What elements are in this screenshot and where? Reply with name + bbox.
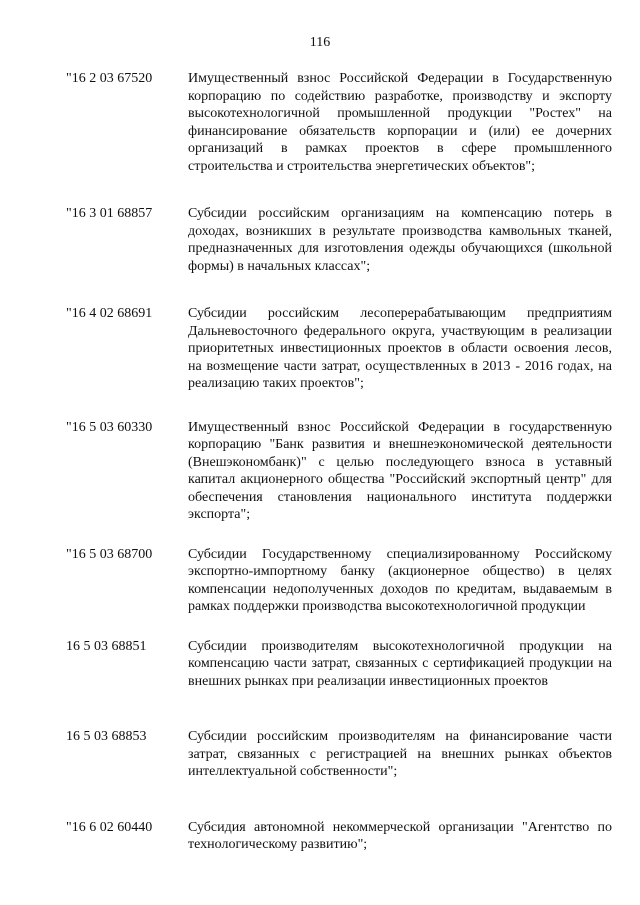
budget-code: 16 5 03 68851 [66,638,147,654]
budget-code-list [66,70,612,854]
budget-description: Субсидии производителям высокотехнологичной продукции на компенсацию части затрат, связанных с сертификацией продукции на внешних рынках при реализации инвестиционных проектов [188,638,612,689]
budget-entry [66,70,612,175]
budget-code: "16 4 02 68691 [66,306,153,321]
page-number: 116 [309,35,331,50]
budget-description: Субсидии Государственному специализированному Российскому экспортно-импортному банку (акционерное общество) в целях компенсации недополученных доходов по кредитам, выдаваемым в рамках поддержки производства высокотехнологичной продукции [188,546,612,614]
budget-description: Субсидии российским производителям на финансирование части затрат, связанных с регистрацией на внешних рынках объектов интеллектуальной собственности"; [188,729,612,779]
budget-entry [66,419,612,524]
budget-description: Имущественный взнос Российской Федерации в Государственную корпорацию по содействию разработке, производству и экспорту высокотехнологичной промышленной продукции "Ростех" на финансирование обязательств корпорации и (или) ее дочерних организаций в рамках проектов в сфере промышленного строительства и строительства энергетических объектов"; [188,71,612,174]
budget-code: 16 5 03 68853 [66,729,147,744]
budget-code: "16 6 02 60440 [66,819,153,835]
budget-code: "16 2 03 67520 [66,71,153,86]
budget-code: "16 5 03 60330 [66,419,153,435]
budget-description: Имущественный взнос Российской Федерации в государственную корпорацию "Банк развития и внешнеэкономической деятельности (Внешэкономбанк)" с целью последующего взноса в уставный капитал акционерного общества "Российский экспортный центр" для обеспечения становления национального института поддержки экспорта"; [188,419,612,522]
budget-code: "16 3 01 68857 [66,206,153,221]
budget-entry [66,728,612,781]
budget-code: "16 5 03 68700 [66,546,153,562]
budget-entry [66,205,612,275]
budget-description: Субсидии российским организациям на компенсацию потерь в доходах, возникших в результате производства камвольных тканей, предназначенных для изготовления одежды обучающихся (школьной формы) в начальных классах"; [188,206,612,274]
budget-entry [66,638,612,691]
budget-description: Субсидия автономной некоммерческой организации "Агентство по технологическому развитию"; [188,819,612,852]
budget-entry [66,819,612,854]
budget-description: Субсидии российским лесоперерабатывающим предприятиям Дальневосточного федерального округа, участвующим в реализации приоритетных инвестиционных проектов в области освоения лесов, на возмещение части затрат, осуществленных в 2013 - 2016 годах, на реализацию таких проектов"; [188,306,612,391]
budget-entry [66,546,612,616]
budget-entry [66,305,612,393]
